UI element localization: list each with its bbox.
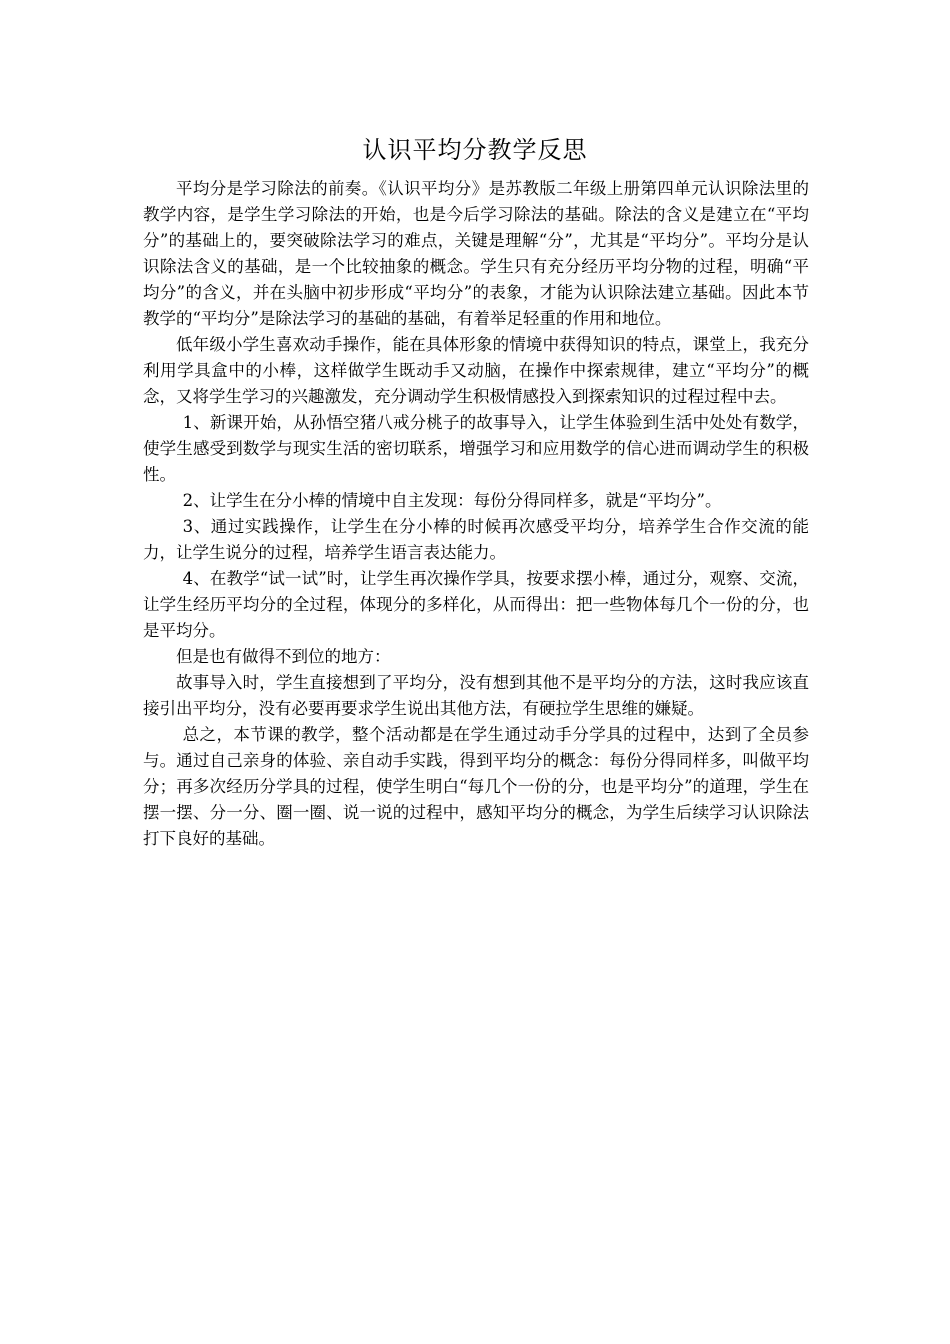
paragraph-shortcoming: 故事导入时，学生直接想到了平均分，没有想到其他不是平均分的方法，这时我应该直接引出平均分，没有必要再要求学生说出其他方法，有硬拉学生思维的嫌疑。: [143, 673, 809, 718]
paragraph-point-2: 2、让学生在分小棒的情境中自主发现：每份分得同样多，就是“平均分”。: [182, 491, 722, 510]
document-title: 认识平均分教学反思: [362, 136, 588, 164]
paragraph-point-1: 1、新课开始，从孙悟空猪八戒分桃子的故事导入，让学生体验到生活中处处有数学，使学生感受到数学与现实生活的密切联系，增强学习和应用数学的信心进而调动学生的积极性。: [143, 413, 809, 484]
paragraph-intro: 平均分是学习除法的前奏。《认识平均分》是苏教版二年级上册第四单元认识除法里的教学内容，是学生学习除法的开始，也是今后学习除法的基础。除法的含义是建立在“平均分”的基础上的，要突破除法学习的难点，关键是理解“分”，尤其是“平均分”。平均分是认识除法含义的基础，是一个比较抽象的概念。学生只有充分经历平均分物的过程，明确“平均分”的含义，并在头脑中初步形成“平均分”的表象，才能为认识除法建立基础。因此本节教学的“平均分”是除法学习的基础的基础，有着举足轻重的作用和地位。: [143, 179, 809, 328]
paragraph-shortcoming-heading: 但是也有做得不到位的地方：: [176, 647, 391, 666]
document-body: [143, 176, 809, 852]
paragraph-point-3: 3、通过实践操作，让学生在分小棒的时候再次感受平均分，培养学生合作交流的能力，让学生说分的过程，培养学生语言表达能力。: [143, 517, 809, 562]
paragraph-point-4: 4、在教学“试一试”时，让学生再次操作学具，按要求摆小棒，通过分，观察、交流，让学生经历平均分的全过程，体现分的多样化，从而得出：把一些物体每几个一份的分，也是平均分。: [143, 569, 809, 640]
paragraph-method: 低年级小学生喜欢动手操作，能在具体形象的情境中获得知识的特点，课堂上，我充分利用学具盒中的小棒，这样做学生既动手又动脑，在操作中探索规律，建立“平均分”的概念，又将学生学习的兴趣激发，充分调动学生积极情感投入到探索知识的过程过程中去。: [143, 335, 809, 406]
paragraph-summary: 总之，本节课的教学，整个活动都是在学生通过动手分学具的过程中，达到了全员参与。通过自己亲身的体验、亲自动手实践，得到平均分的概念：每份分得同样多，叫做平均分；再多次经历分学具的过程，使学生明白“每几个一份的分，也是平均分”的道理，学生在摆一摆、分一分、圈一圈、说一说的过程中，感知平均分的概念，为学生后续学习认识除法打下良好的基础。: [143, 725, 809, 848]
